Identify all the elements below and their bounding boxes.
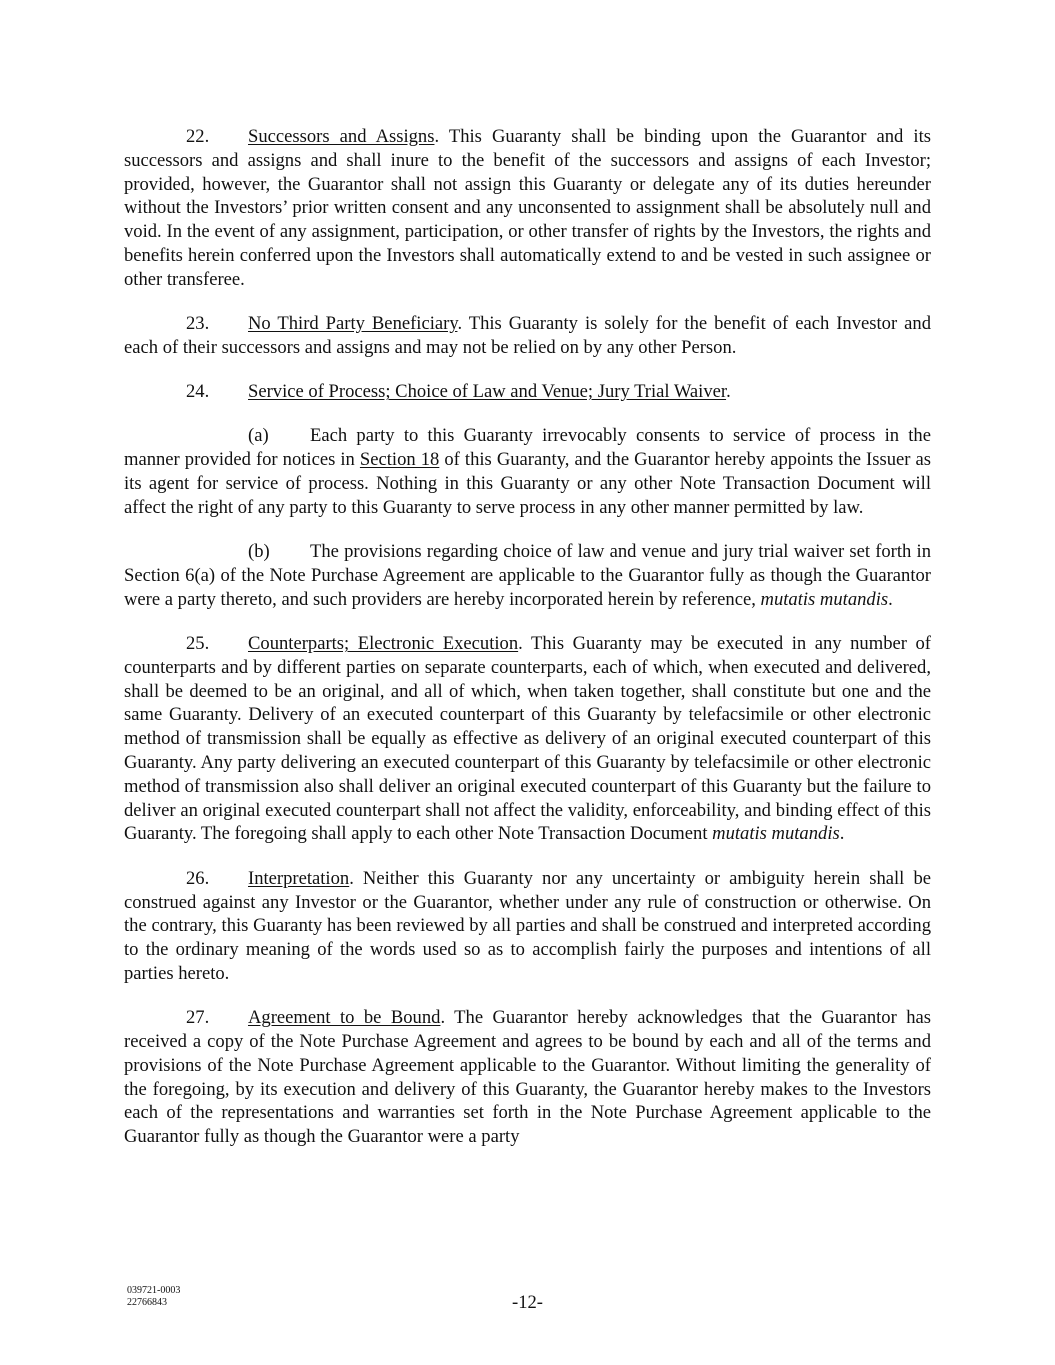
section-26-heading: Interpretation [248, 867, 350, 889]
section-25-heading: Counterparts; Electronic Execution [248, 633, 519, 655]
section-22-heading: Successors and Assigns [248, 126, 435, 147]
section-22-text: . This Guaranty shall be binding upon the Guarantor and its successors and assigns and shall inure to the benefit of the successors and assigns of each Investor; provided, however, the Guarantor shall not assign this Guaranty or delegate any of its duties hereunder without the Investors’ prior written consent and any unconsented to assignment shall be absolutely null and void. In the event of any assignment, participation, or other transfer of rights by the Investors, the rights and benefits herein conferred upon the Investors shall automatically extend to and be vested in such assignee or other transferee. [124, 126, 931, 290]
section-25-text: . This Guaranty may be executed in any number of counterparts and by different parties on separate counterparts, each of which, when executed and delivered, shall be deemed to be an original, and all of which, when taken together, shall constitute but one and the same Guaranty. Delivery of an executed counterpart of this Guaranty by telefacsimile or other electronic method of transmission shall be equally as effective as delivery of an original executed counterpart of this Guaranty. Any party delivering an executed counterpart of this Guaranty by telefacsimile or other electronic method of transmission also shall deliver an original executed counterpart of this Guaranty but the failure to deliver an original executed counterpart shall not affect the validity, enforceability, and binding effect of this Guaranty. The foregoing shall apply to each other Note Transaction Document [124, 633, 931, 845]
section-22-number: 22. [186, 126, 210, 147]
section-24a-text-1: Each party to this Guaranty irrevocably consents to service of process in the manner provided for notices in [124, 425, 931, 471]
section-24a-text-2: of this Guaranty, and the Guarantor hereby appoints the Issuer as its agent for service of process. Nothing in this Guaranty or any other Note Transaction Document will affect the right of any party to this Guaranty to serve process in any other manner permitted by law. [124, 449, 931, 518]
document-id-line-2: 22766843 [127, 1296, 167, 1308]
section-26-number: 26. [186, 867, 210, 889]
section-27-heading: Agreement to be Bound [248, 1007, 441, 1029]
section-23-paragraph [124, 312, 931, 360]
section-23-text: . This Guaranty is solely for the benefit of each Investor and each of their successors and assigns and may not be relied on by any other Person. [124, 313, 932, 358]
section-27-number: 27. [186, 1007, 210, 1029]
section-24b-text-2: . [888, 588, 893, 610]
section-27-text: . The Guarantor hereby acknowledges that the Guarantor has received a copy of the Note Purchase Agreement and agrees to be bound by each and all of the terms and provisions of the Note Purchase Agreement applicable to the Guarantor. Without limiting the generality of the foregoing, by its execution and delivery of this Guaranty, the Guarantor hereby makes to the Investors each of the representations and warranties set forth in the Note Purchase Agreement applicable to the Guarantor fully as though the Guarantor were a party [124, 1007, 931, 1148]
section-24-heading: Service of Process; Choice of Law and Venue; Jury Trial Waiver [248, 381, 727, 403]
section-24b-italic: mutatis mutandis [760, 588, 889, 610]
section-25-paragraph [124, 632, 931, 846]
section-24a-label: (a) [248, 425, 269, 447]
section-22-paragraph [124, 125, 931, 292]
document-page [124, 125, 931, 1169]
section-24b-text-1: The provisions regarding choice of law and venue and jury trial waiver set forth in Section 6(a) of the Note Purchase Agreement are applicable to the Guarantor fully as though the Guarantor were a party thereto, and such providers are hereby incorporated herein by reference, [124, 541, 931, 610]
page-number: -12- [512, 1292, 543, 1313]
section-25-text-2: . [839, 823, 845, 845]
section-26-text: . Neither this Guaranty nor any uncertainty or ambiguity herein shall be construed against any Investor or the Guarantor, whether under any rule of construction or otherwise. On the contrary, this Guaranty has been reviewed by all parties and shall be construed and interpreted according to the ordinary meaning of the words used so as to accomplish fairly the purposes and intentions of all parties hereto. [124, 867, 931, 984]
section-24b-label: (b) [248, 541, 270, 563]
section-23-heading: No Third Party Beneficiary [248, 313, 458, 335]
section-24b-paragraph [124, 540, 931, 611]
section-24-text: . [726, 381, 731, 403]
section-24-number: 24. [186, 381, 210, 403]
section-27-paragraph [124, 1006, 931, 1149]
section-26-paragraph [124, 867, 931, 986]
section-18-reference: Section 18 [359, 449, 440, 471]
document-id-line-1: 039721-0003 [127, 1285, 181, 1296]
section-25-italic: mutatis mutandis [712, 823, 840, 845]
section-24a-paragraph [124, 424, 931, 519]
section-25-number: 25. [186, 633, 210, 655]
section-24-paragraph [124, 380, 931, 404]
section-23-number: 23. [186, 313, 210, 335]
